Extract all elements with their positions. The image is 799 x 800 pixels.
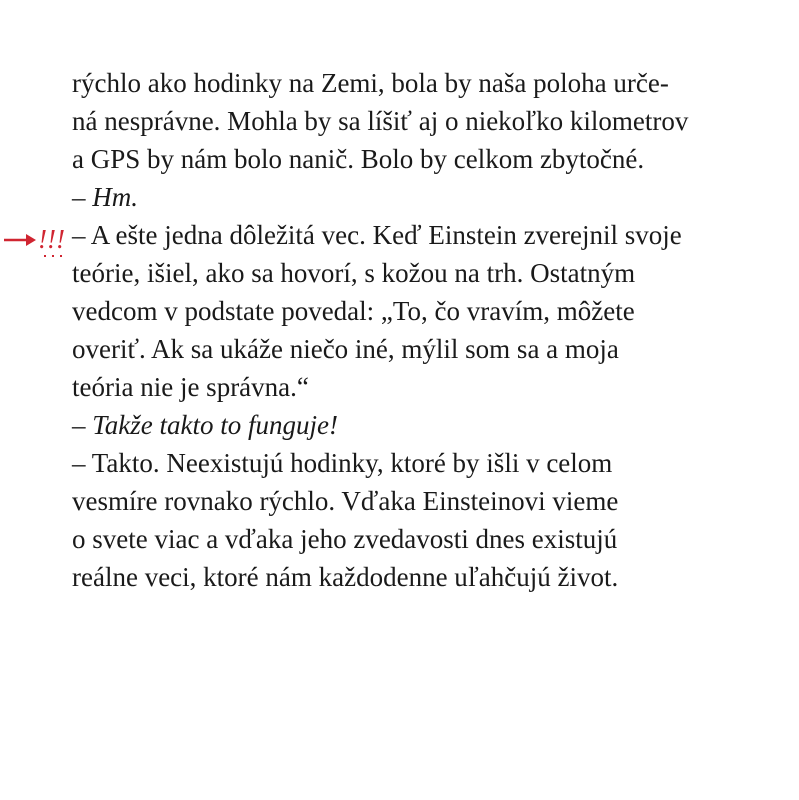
- text-line: reálne veci, ktoré nám každodenne uľahčujú život.: [72, 562, 619, 592]
- dialogue-dash: –: [72, 410, 93, 440]
- text-line: o svete viac a vďaka jeho zvedavosti dnes existujú: [72, 524, 618, 554]
- dialogue-dash: –: [72, 182, 93, 212]
- margin-arrow-marker: [2, 220, 72, 260]
- text-line: – Takto. Neexistujú hodinky, ktoré by išli v celom: [72, 448, 613, 478]
- text-line: a GPS by nám bolo nanič. Bolo by celkom zbytočné.: [72, 144, 645, 174]
- dialogue-reply-text: Takže takto to funguje!: [92, 410, 338, 440]
- text-line: rýchlo ako hodinky na Zemi, bola by naša poloha urče-: [72, 68, 669, 98]
- text-line: teórie, išiel, ako sa hovorí, s kožou na trh. Ostatným: [72, 258, 636, 288]
- text-line: – A ešte jedna dôležitá vec. Keď Einstein zverejnil svoje: [72, 220, 682, 250]
- exclamation-marker-text: !!!: [38, 224, 65, 254]
- text-line: ná nesprávne. Mohla by sa líšiť aj o niekoľko kilometrov: [72, 106, 689, 136]
- dialogue-reply: [72, 406, 762, 444]
- text-line: vedcom v podstate povedal: „To, čo vravím, môžete: [72, 296, 635, 326]
- text-line: vesmíre rovnako rýchlo. Vďaka Einsteinovi vieme: [72, 486, 619, 516]
- dialogue-reply: [72, 178, 762, 216]
- text-line: teória nie je správna.“: [72, 372, 309, 402]
- dialogue-reply-text: Hm.: [92, 182, 138, 212]
- text-line: overiť. Ak sa ukáže niečo iné, mýlil som sa a moja: [72, 334, 619, 364]
- body-text: [72, 64, 762, 596]
- arrow-icon: [2, 220, 72, 260]
